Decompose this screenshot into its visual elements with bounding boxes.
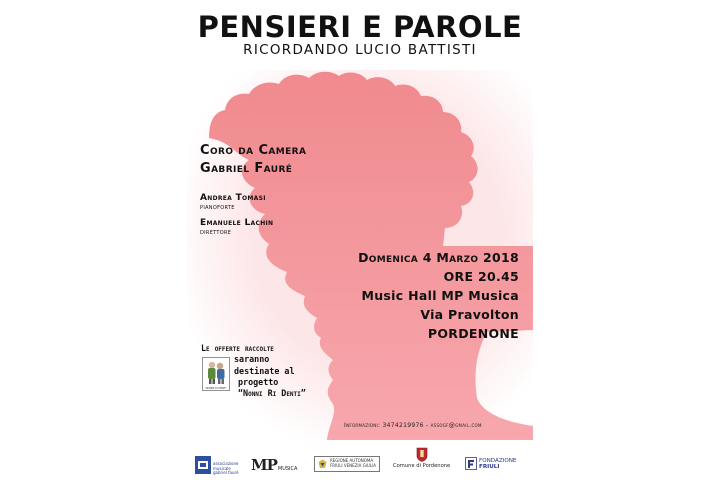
mp-mark: MP	[251, 456, 277, 474]
event-poster	[187, 0, 533, 490]
choir-line-1: Coro da Camera	[200, 143, 307, 158]
performer-name: Andrea Tomasi	[200, 193, 266, 203]
contact-info: Informazioni: 3474219976 - assogf@gmail.com	[344, 422, 482, 429]
event-details	[358, 248, 519, 343]
sponsor-regione-fvg	[314, 456, 380, 472]
sponsor-text: FONDAZIONE	[479, 457, 517, 464]
sponsor-text: Comune di Pordenone	[393, 463, 451, 469]
sponsor-associazione-musicale	[195, 454, 239, 476]
event-street: Via Pravolton	[420, 307, 519, 322]
sponsor-comune-pordenone	[393, 447, 450, 469]
sponsor-fondazione-friuli	[465, 457, 516, 470]
performer-name: Emanuele Lachin	[200, 218, 274, 228]
associazione-logo-icon	[195, 456, 211, 474]
donation-line: saranno	[234, 354, 270, 364]
sponsor-text: REGIONE AUTONOMA	[330, 458, 374, 464]
event-city: PORDENONE	[427, 326, 519, 341]
fondazione-logo-icon	[465, 457, 477, 470]
choir-line-2: Gabriel Fauré	[200, 161, 293, 176]
sponsor-text: gabriel fauré	[213, 470, 239, 476]
donation-line: destinate al	[234, 366, 295, 376]
coat-of-arms-icon	[416, 447, 428, 462]
sponsor-text: FRIULI VENEZIA GIULIA	[330, 463, 376, 468]
sponsor-text: FRIULI	[479, 463, 500, 470]
choir-name	[200, 142, 306, 178]
donation-line: “Nonni Ri Denti”	[238, 388, 306, 398]
sponsor-text: MUSICA	[277, 465, 298, 472]
event-date: Domenica 4 Marzo 2018	[358, 250, 519, 265]
performer-role: PIANOFORTE	[200, 205, 235, 211]
sponsor-text: associazione	[213, 461, 239, 466]
performer-role: DIRETTORE	[200, 230, 232, 236]
nonni-ri-denti-logo	[202, 357, 230, 391]
poster-title: PENSIERI E PAROLE	[197, 10, 523, 44]
nonni-logo-caption: NONNI RI DENTI	[205, 387, 227, 390]
donation-line: progetto	[238, 377, 279, 387]
donation-line: Le offerte raccolte	[201, 343, 274, 353]
sponsor-mp-musica	[251, 456, 297, 474]
event-venue: Music Hall MP Musica	[361, 288, 519, 303]
eagle-icon	[318, 459, 327, 469]
sponsor-text: musicale	[213, 465, 231, 471]
poster-subtitle: RICORDANDO LUCIO BATTISTI	[243, 42, 477, 58]
event-time: ORE 20.45	[443, 269, 519, 284]
